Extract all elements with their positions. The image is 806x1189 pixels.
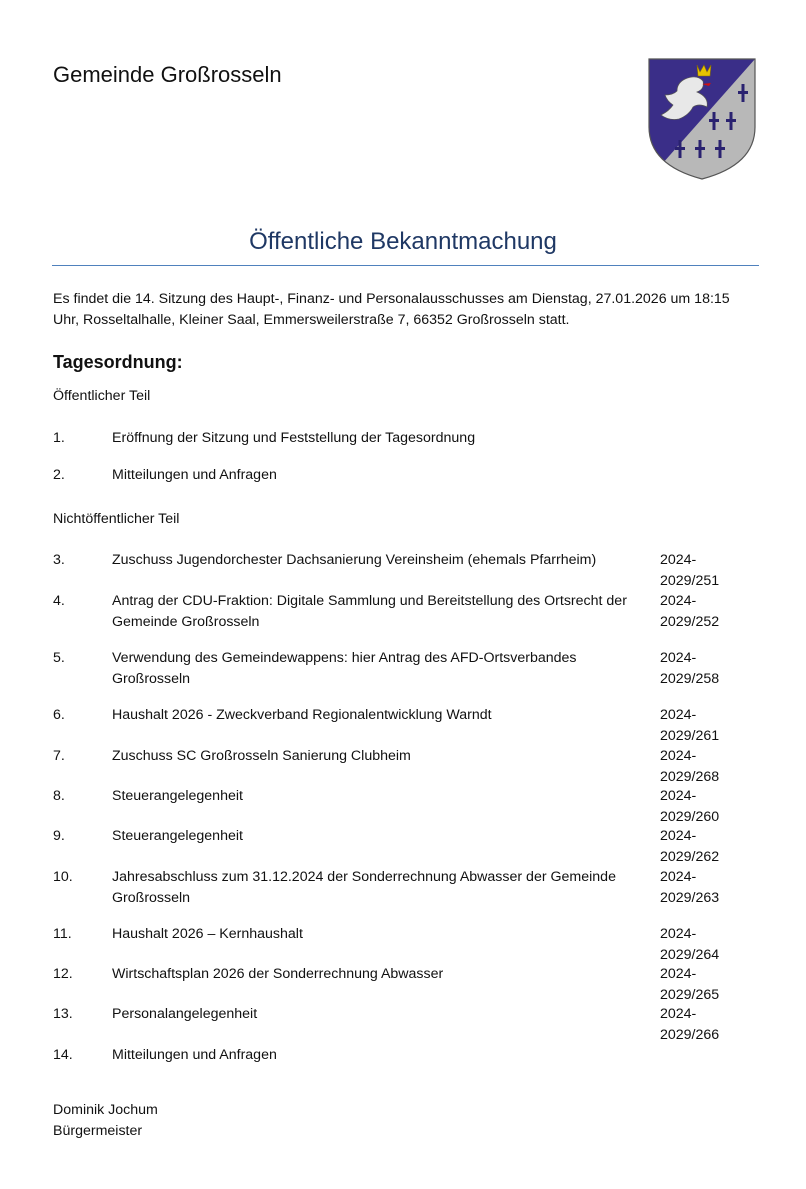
item-number: 5. [53, 650, 65, 666]
item-number: 12. [53, 966, 73, 982]
agenda-item [53, 964, 753, 1006]
agenda-item [53, 648, 753, 690]
item-title: Mitteilungen und Anfragen [112, 467, 277, 483]
agenda-title: Tagesordnung: [53, 352, 183, 372]
item-title: Antrag der CDU-Fraktion: Digitale Sammlung und Bereitstellung des Ortsrecht der Gemeinde Großrosseln [112, 593, 627, 630]
agenda-item [53, 428, 753, 470]
item-title: Steuerangelegenheit [112, 828, 243, 844]
item-number: 4. [53, 593, 65, 609]
item-reference: 2024-2029/258 [660, 650, 720, 687]
agenda-item [53, 1004, 753, 1046]
item-reference: 2024-2029/261 [660, 707, 720, 744]
item-reference: 2024-2029/268 [660, 748, 720, 785]
meeting-intro: Es findet die 14. Sitzung des Haupt-, Finanz- und Personalausschusses am Dienstag, 27.01.2026 um 18:15 Uhr, Rosseltalhalle, Kleiner Saal, Emmersweilerstraße 7, 66352 Großrosseln statt. [53, 291, 730, 328]
private-section-label: Nichtöffentlicher Teil [53, 511, 180, 527]
item-title: Mitteilungen und Anfragen [112, 1047, 277, 1063]
item-number: 8. [53, 788, 65, 804]
agenda-item [53, 826, 753, 868]
item-title: Personalangelegenheit [112, 1006, 258, 1022]
item-title: Wirtschaftsplan 2026 der Sonderrechnung Abwasser [112, 966, 444, 982]
item-number: 6. [53, 707, 65, 723]
agenda-item [53, 746, 753, 788]
title-divider [52, 265, 759, 266]
item-title: Eröffnung der Sitzung und Feststellung der Tagesordnung [112, 430, 476, 446]
item-number: 1. [53, 430, 65, 446]
item-number: 13. [53, 1006, 73, 1022]
coat-of-arms [647, 57, 757, 181]
signatory-role: Bürgermeister [53, 1122, 143, 1139]
item-reference: 2024-2029/251 [660, 552, 720, 589]
municipality-name: Gemeinde Großrosseln [53, 62, 282, 87]
item-reference: 2024-2029/252 [660, 593, 720, 630]
item-reference: 2024-2029/260 [660, 788, 720, 825]
page-title: Öffentliche Bekanntmachung [249, 228, 557, 255]
item-reference: 2024-2029/265 [660, 966, 720, 1003]
item-title: Jahresabschluss zum 31.12.2024 der Sonderrechnung Abwasser der Gemeinde Großrosseln [112, 869, 616, 906]
agenda-item [53, 786, 753, 828]
item-reference: 2024-2029/266 [660, 1006, 720, 1043]
item-number: 9. [53, 828, 65, 844]
public-section-label: Öffentlicher Teil [53, 388, 151, 404]
item-reference: 2024-2029/263 [660, 869, 720, 906]
item-reference: 2024-2029/262 [660, 828, 720, 865]
agenda-item [53, 705, 753, 747]
agenda-item [53, 924, 753, 966]
agenda-item [53, 550, 753, 592]
signature-block [53, 1100, 158, 1141]
agenda-item [53, 867, 753, 909]
item-number: 10. [53, 869, 73, 885]
item-number: 3. [53, 552, 65, 568]
item-title: Zuschuss Jugendorchester Dachsanierung Vereinsheim (ehemals Pfarrheim) [112, 552, 597, 568]
item-number: 7. [53, 748, 65, 764]
agenda-item [53, 591, 753, 633]
item-title: Verwendung des Gemeindewappens: hier Antrag des AFD-Ortsverbandes Großrosseln [112, 650, 577, 687]
agenda-item [53, 1045, 753, 1087]
item-title: Haushalt 2026 – Kernhaushalt [112, 926, 303, 942]
item-number: 11. [53, 926, 72, 942]
item-title: Zuschuss SC Großrosseln Sanierung Clubheim [112, 748, 411, 764]
item-title: Steuerangelegenheit [112, 788, 243, 804]
item-number: 2. [53, 467, 65, 483]
item-number: 14. [53, 1047, 73, 1063]
agenda-item [53, 465, 753, 507]
item-title: Haushalt 2026 - Zweckverband Regionalentwicklung Warndt [112, 707, 492, 723]
item-reference: 2024-2029/264 [660, 926, 720, 963]
signatory-name: Dominik Jochum [53, 1102, 158, 1118]
